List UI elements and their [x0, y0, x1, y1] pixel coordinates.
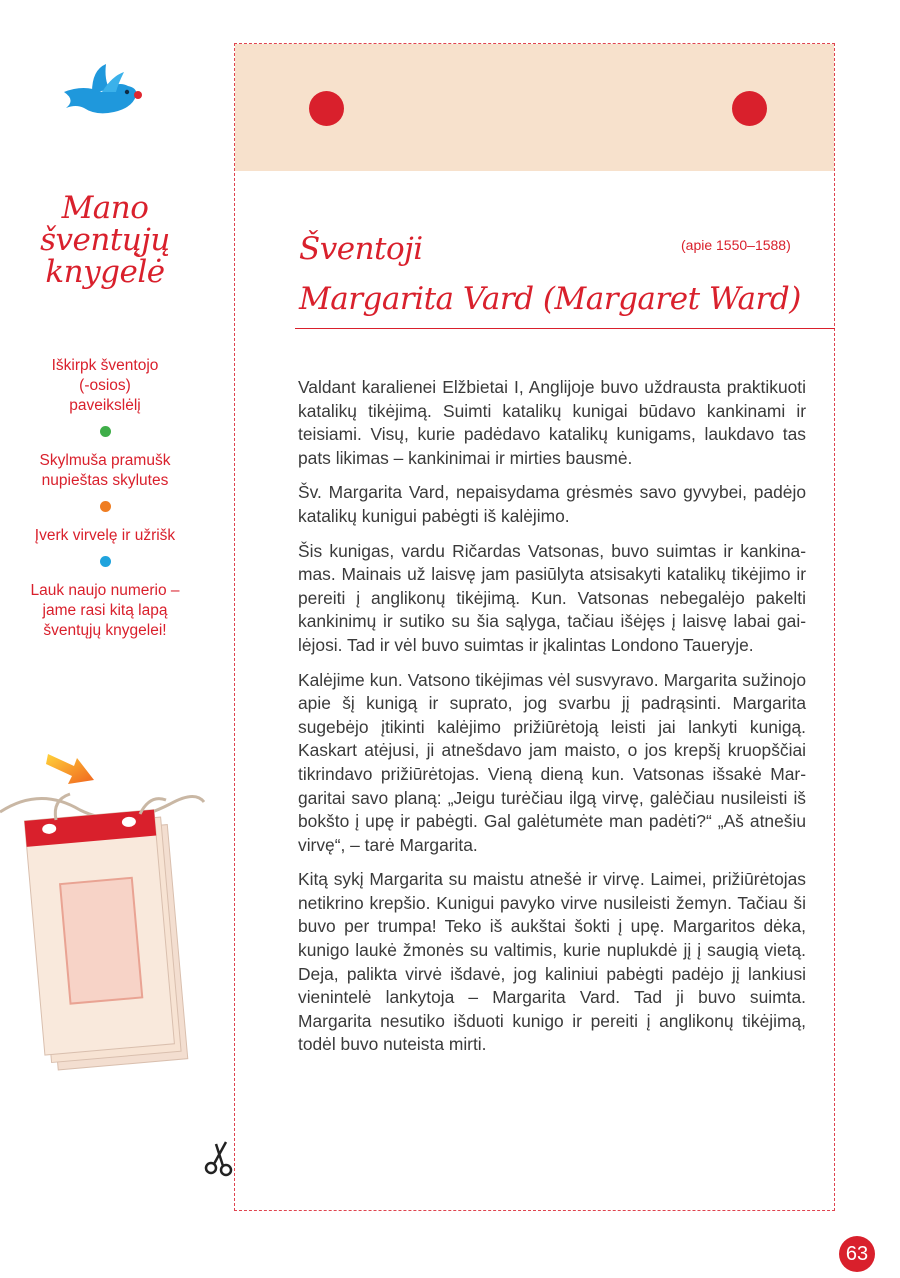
step-wait-next-issue: Lauk naujo numerio – jame rasi kitą lapą šventųjų knygelei! [30, 582, 180, 639]
saint-dates: (apie 1550–1588) [681, 237, 791, 253]
booklet-illustration [0, 790, 205, 1090]
blue-dot-icon [100, 556, 111, 567]
story-paragraph: Kitą sykį Margarita su maistu atnešė ir virvę. Laimei, prižiūrėtojas netikrino krepšio. Kunigui pavyko virve nusileisti žemyn. Tačiau ši buvo per trumpa! Teko iš aukštai šokti į upę. Margaritos dėka, kunigo laukė žmonės su valtimis, kurie nuplukdė jį į saugią vietą. Deja, palikta virvė išdavė, jog kaliniui pabėgti padėjo jį lankiusi vienintelė lankytoja – Margarita Vard. Tad ji buvo suimta. Margarita nesutiko išduoti kunigo ir pereiti į anglikonų tikėjimą, todėl buvo nuteista mirti. [298, 869, 806, 1055]
step-cut-out: Iškirpk šventojo (-osios) paveikslėlį [51, 357, 159, 414]
step-thread-string: Įverk virvelę ir užrišk [34, 527, 176, 544]
sidebar-title-line: knygelė [45, 254, 165, 290]
saint-card [234, 43, 835, 1211]
sidebar-title-line: Mano [61, 190, 149, 226]
story-paragraph: Šis kunigas, vardu Ričardas Vatsonas, buvo suimtas ir kankinamas. Mainais už laisvę jam pasiūlyta atsisakyti katalikų tikėjimo ir pereiti į anglikonų tikėjimą. Kun. Vatsonas nebegalėjo pakelti kankinimų ir sutiko su šia sąlyga, tačiau išėjęs į laisvę labai gailėjosi. Tad ir vėl buvo suimtas ir įkalintas Londono Taueryje. [298, 540, 806, 655]
saint-title-line2: Margarita Vard (Margaret Ward) [299, 281, 801, 317]
step-punch-holes: Skylmuša pramušk nupieštas skylutes [39, 452, 171, 489]
title-divider [295, 328, 835, 329]
orange-dot-icon [100, 501, 111, 512]
story-text [298, 376, 806, 1068]
scissors-icon [202, 1140, 236, 1180]
sidebar-title [20, 192, 190, 288]
page-number: 63 [839, 1236, 875, 1272]
story-paragraph: Valdant karalienei Elžbietai I, Anglijoje buvo uždrausta praktikuoti katalikų tikėjimą. Suimti katalikų kunigai būdavo kankinami ir teisiami. Visų, kurie padėdavo katalikų kunigams, laukdavo tas pats likimas – kankinimai ir mirties bausmė. [298, 377, 806, 468]
card-header [235, 44, 834, 171]
sidebar-title-line: šventųjų [40, 222, 170, 258]
green-dot-icon [100, 426, 111, 437]
arrow-icon [44, 748, 100, 788]
story-paragraph: Šv. Margarita Vard, nepaisydama grėsmės savo gyvybei, padėjo katalikų kunigui pabėgti iš kalėjimo. [298, 482, 806, 526]
bird-icon [62, 62, 142, 124]
story-paragraph: Kalėjime kun. Vatsono tikėjimas vėl susvyravo. Margarita sužinojo apie šį kunigą ir suprato, jog svarbu jį padrąsinti. Margarita sugebėjo įtikinti kalėjimo prižiūrėtoją leisti jai lankyti kunigą. Kaskart atėjusi, ji atnešdavo jam maisto, o jos krepšį kruopščiai tikrindavo prižiūrėtojas. Vieną dieną kun. Vatsonas išsakė Margaritai savo planą: „Jeigu turėčiau ilgą virvę, galėčiau nusileisti iš bokšto į upę ir pabėgti. Gal galėtumėte man padėti?“ „Aš atnešiu virvę“, – tarė Margarita. [298, 669, 806, 855]
punch-hole-icon [732, 91, 767, 126]
punch-hole-icon [309, 91, 344, 126]
saint-title-line1: Šventoji [299, 231, 423, 267]
instruction-steps [10, 356, 200, 641]
